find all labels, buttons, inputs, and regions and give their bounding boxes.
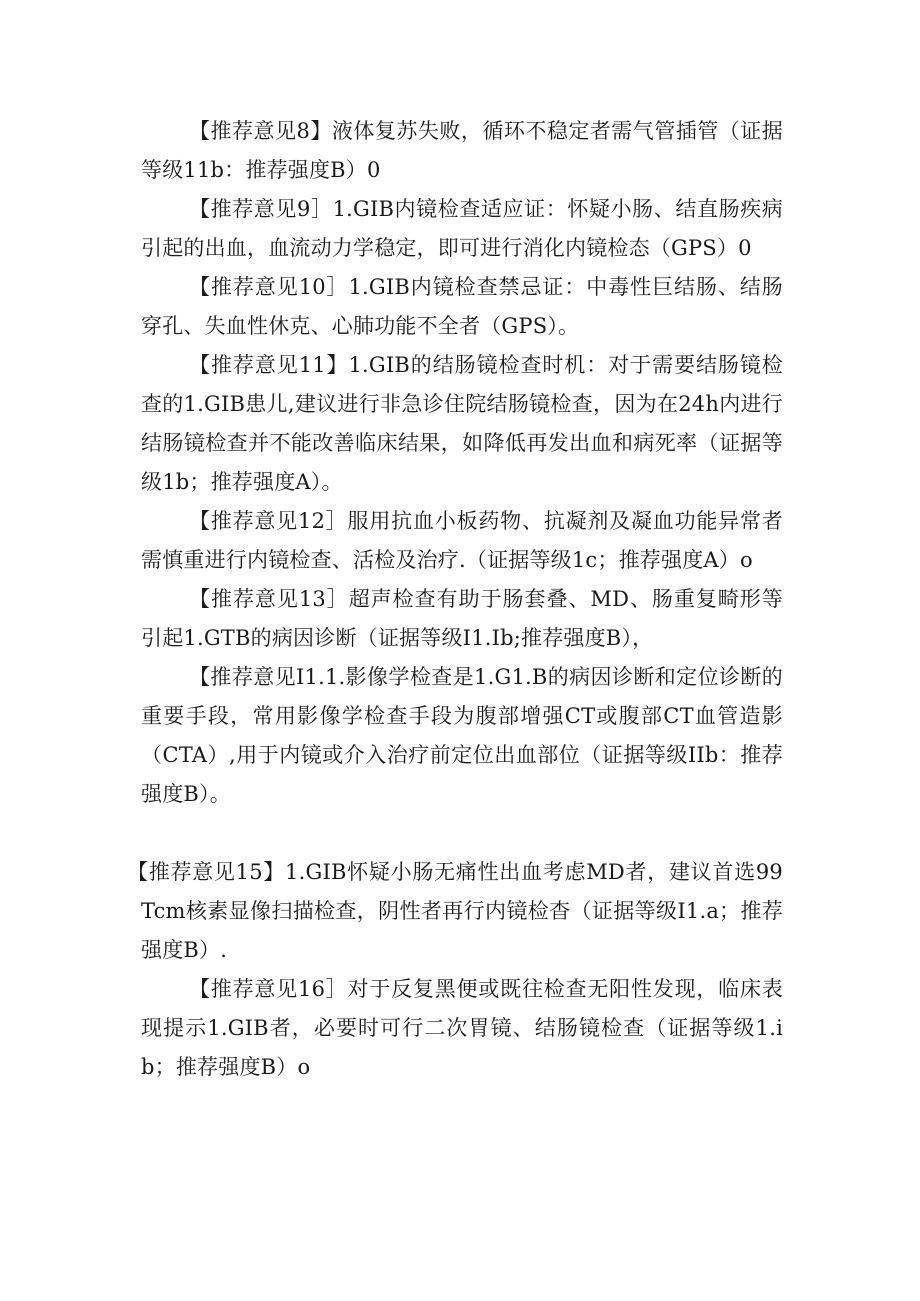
recommendation-9: 【推荐意见9］1.GIB内镜检查适应证：怀疑小肠、结直肠疾病引起的出血，血流动力学稳定，即可进行消化内镜检态（GPS）0 xyxy=(141,197,783,260)
recommendation-11: 【推荐意见11】1.GIB的结肠镜检查时机：对于需要结肠镜检查的1.GIB患儿,建议进行非急诊住院结肠镜检查，因为在24h内进行结肠镜检查并不能改善临床结果，如降低再发出血和病死率（证据等级1b；推荐强度A）。 xyxy=(141,353,783,494)
recommendation-8: 【推荐意见8】液体复苏失败，循环不稳定者需气管插管（证据等级11b：推荐强度B）0 xyxy=(141,119,783,182)
recommendation-14: 【推荐意见I1.1.影像学检查是1.G1.B的病因诊断和定位诊断的重要手段，常用影像学检查手段为腹部增强CT或腹部CT血管造影（CTA）,用于内镜或介入治疗前定位出血部位（证据等级IIb：推荐强度B）。 xyxy=(141,665,783,806)
recommendation-12: 【推荐意见12］服用抗血小板药物、抗凝剂及凝血功能异常者需慎重进行内镜检查、活检及治疗.（证据等级1c；推荐强度A）o xyxy=(141,509,783,572)
recommendation-10: 【推荐意见10］1.GIB内镜检查禁忌证：中毒性巨结肠、结肠穿孔、失血性休克、心肺功能不全者（GPS）。 xyxy=(141,275,783,338)
recommendation-13: 【推荐意见13］超声检查有助于肠套叠、MD、肠重复畸形等引起1.GTB的病因诊断（证据等级I1.Ib;推荐强度B）， xyxy=(141,587,783,650)
recommendation-15: 【推荐意见15】1.GIB怀疑小肠无痛性出血考虑MD者，建议首选99Tcm核素显像扫描检查，阴性者再行内镜检杳（证据等级I1.a；推荐强度B）. xyxy=(127,860,783,962)
recommendation-16: 【推荐意见16］对于反复黑便或既往检查无阳性发现，临床表现提示1.GIB者，必要时可行二次胃镜、结肠镜检查（证据等级1.ib；推荐强度B）o xyxy=(141,977,783,1079)
document-body xyxy=(127,112,783,1087)
paragraph-gap xyxy=(141,814,783,853)
